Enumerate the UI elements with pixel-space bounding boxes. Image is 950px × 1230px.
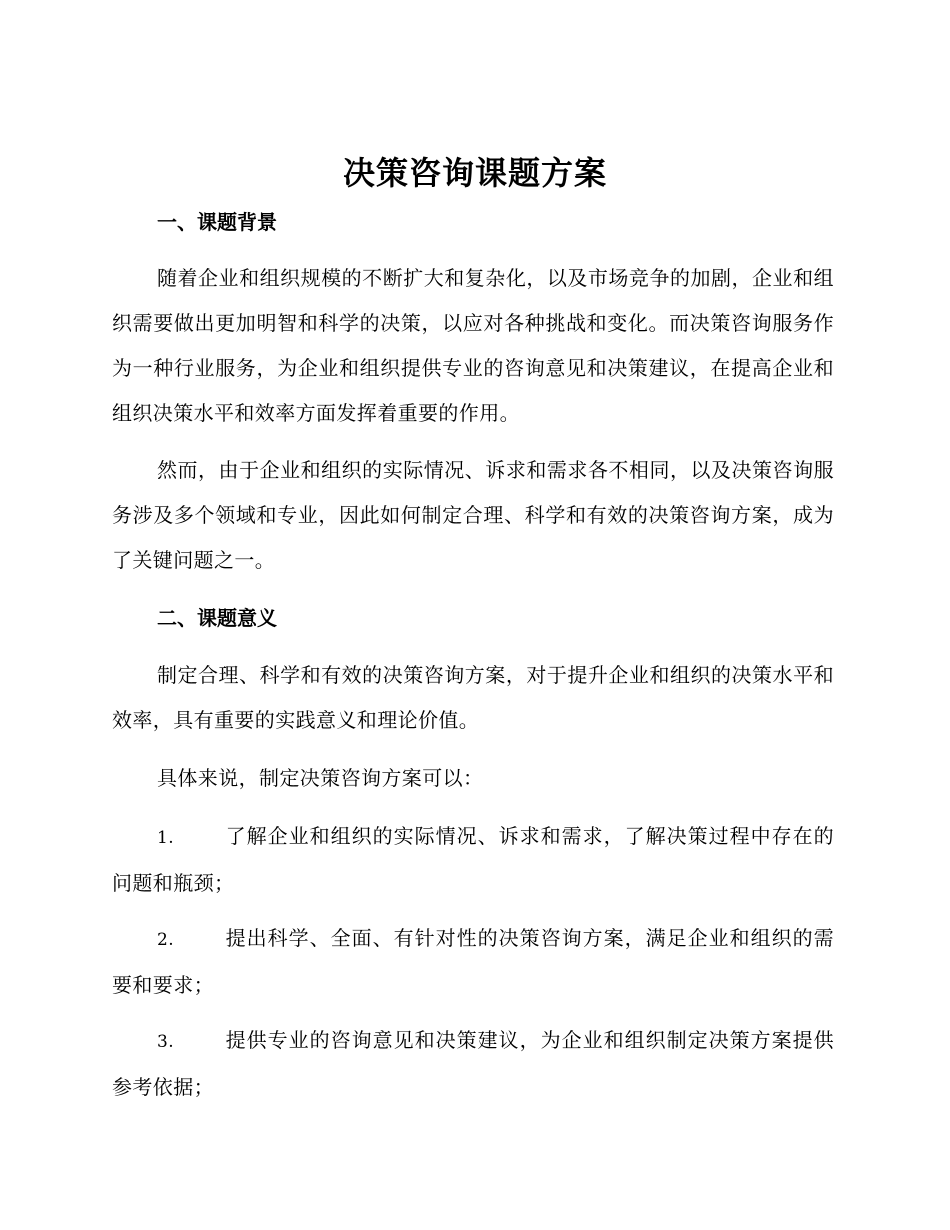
list-item-text: 提出科学、全面、有针对性的决策咨询方案，满足企业和组织的需要和要求； xyxy=(112,926,834,997)
paragraph-background-1: 随着企业和组织规模的不断扩大和复杂化，以及市场竞争的加剧，企业和组织需要做出更加明智和科学的决策，以应对各种挑战和变化。而决策咨询服务作为一种行业服务，为企业和组织提供专业的咨询意见和决策建议，在提高企业和组织决策水平和效率方面发挥着重要的作用。 xyxy=(112,266,834,425)
section-heading-significance: 二、课题意义 xyxy=(157,606,277,630)
list-item-number: 2. xyxy=(157,930,175,950)
list-item-text: 提供专业的咨询意见和决策建议，为企业和组织制定决策方案提供参考依据； xyxy=(112,1028,834,1099)
list-item-number: 3. xyxy=(157,1032,175,1052)
document-title: 决策咨询课题方案 xyxy=(342,154,607,192)
list-item xyxy=(112,916,834,1008)
section-heading-background: 一、课题背景 xyxy=(157,210,277,234)
paragraph-significance-2: 具体来说，制定决策咨询方案可以： xyxy=(157,766,484,790)
list-item-number: 1. xyxy=(157,828,175,848)
list-item xyxy=(112,814,834,906)
list-item xyxy=(112,1018,834,1110)
paragraph-background-2: 然而，由于企业和组织的实际情况、诉求和需求各不相同，以及决策咨询服务涉及多个领域和专业，因此如何制定合理、科学和有效的决策咨询方案，成为了关键问题之一。 xyxy=(112,458,834,572)
list-item-text: 了解企业和组织的实际情况、诉求和需求，了解决策过程中存在的问题和瓶颈； xyxy=(112,824,834,895)
paragraph-significance-1: 制定合理、科学和有效的决策咨询方案，对于提升企业和组织的决策水平和效率，具有重要的实践意义和理论价值。 xyxy=(112,663,834,732)
